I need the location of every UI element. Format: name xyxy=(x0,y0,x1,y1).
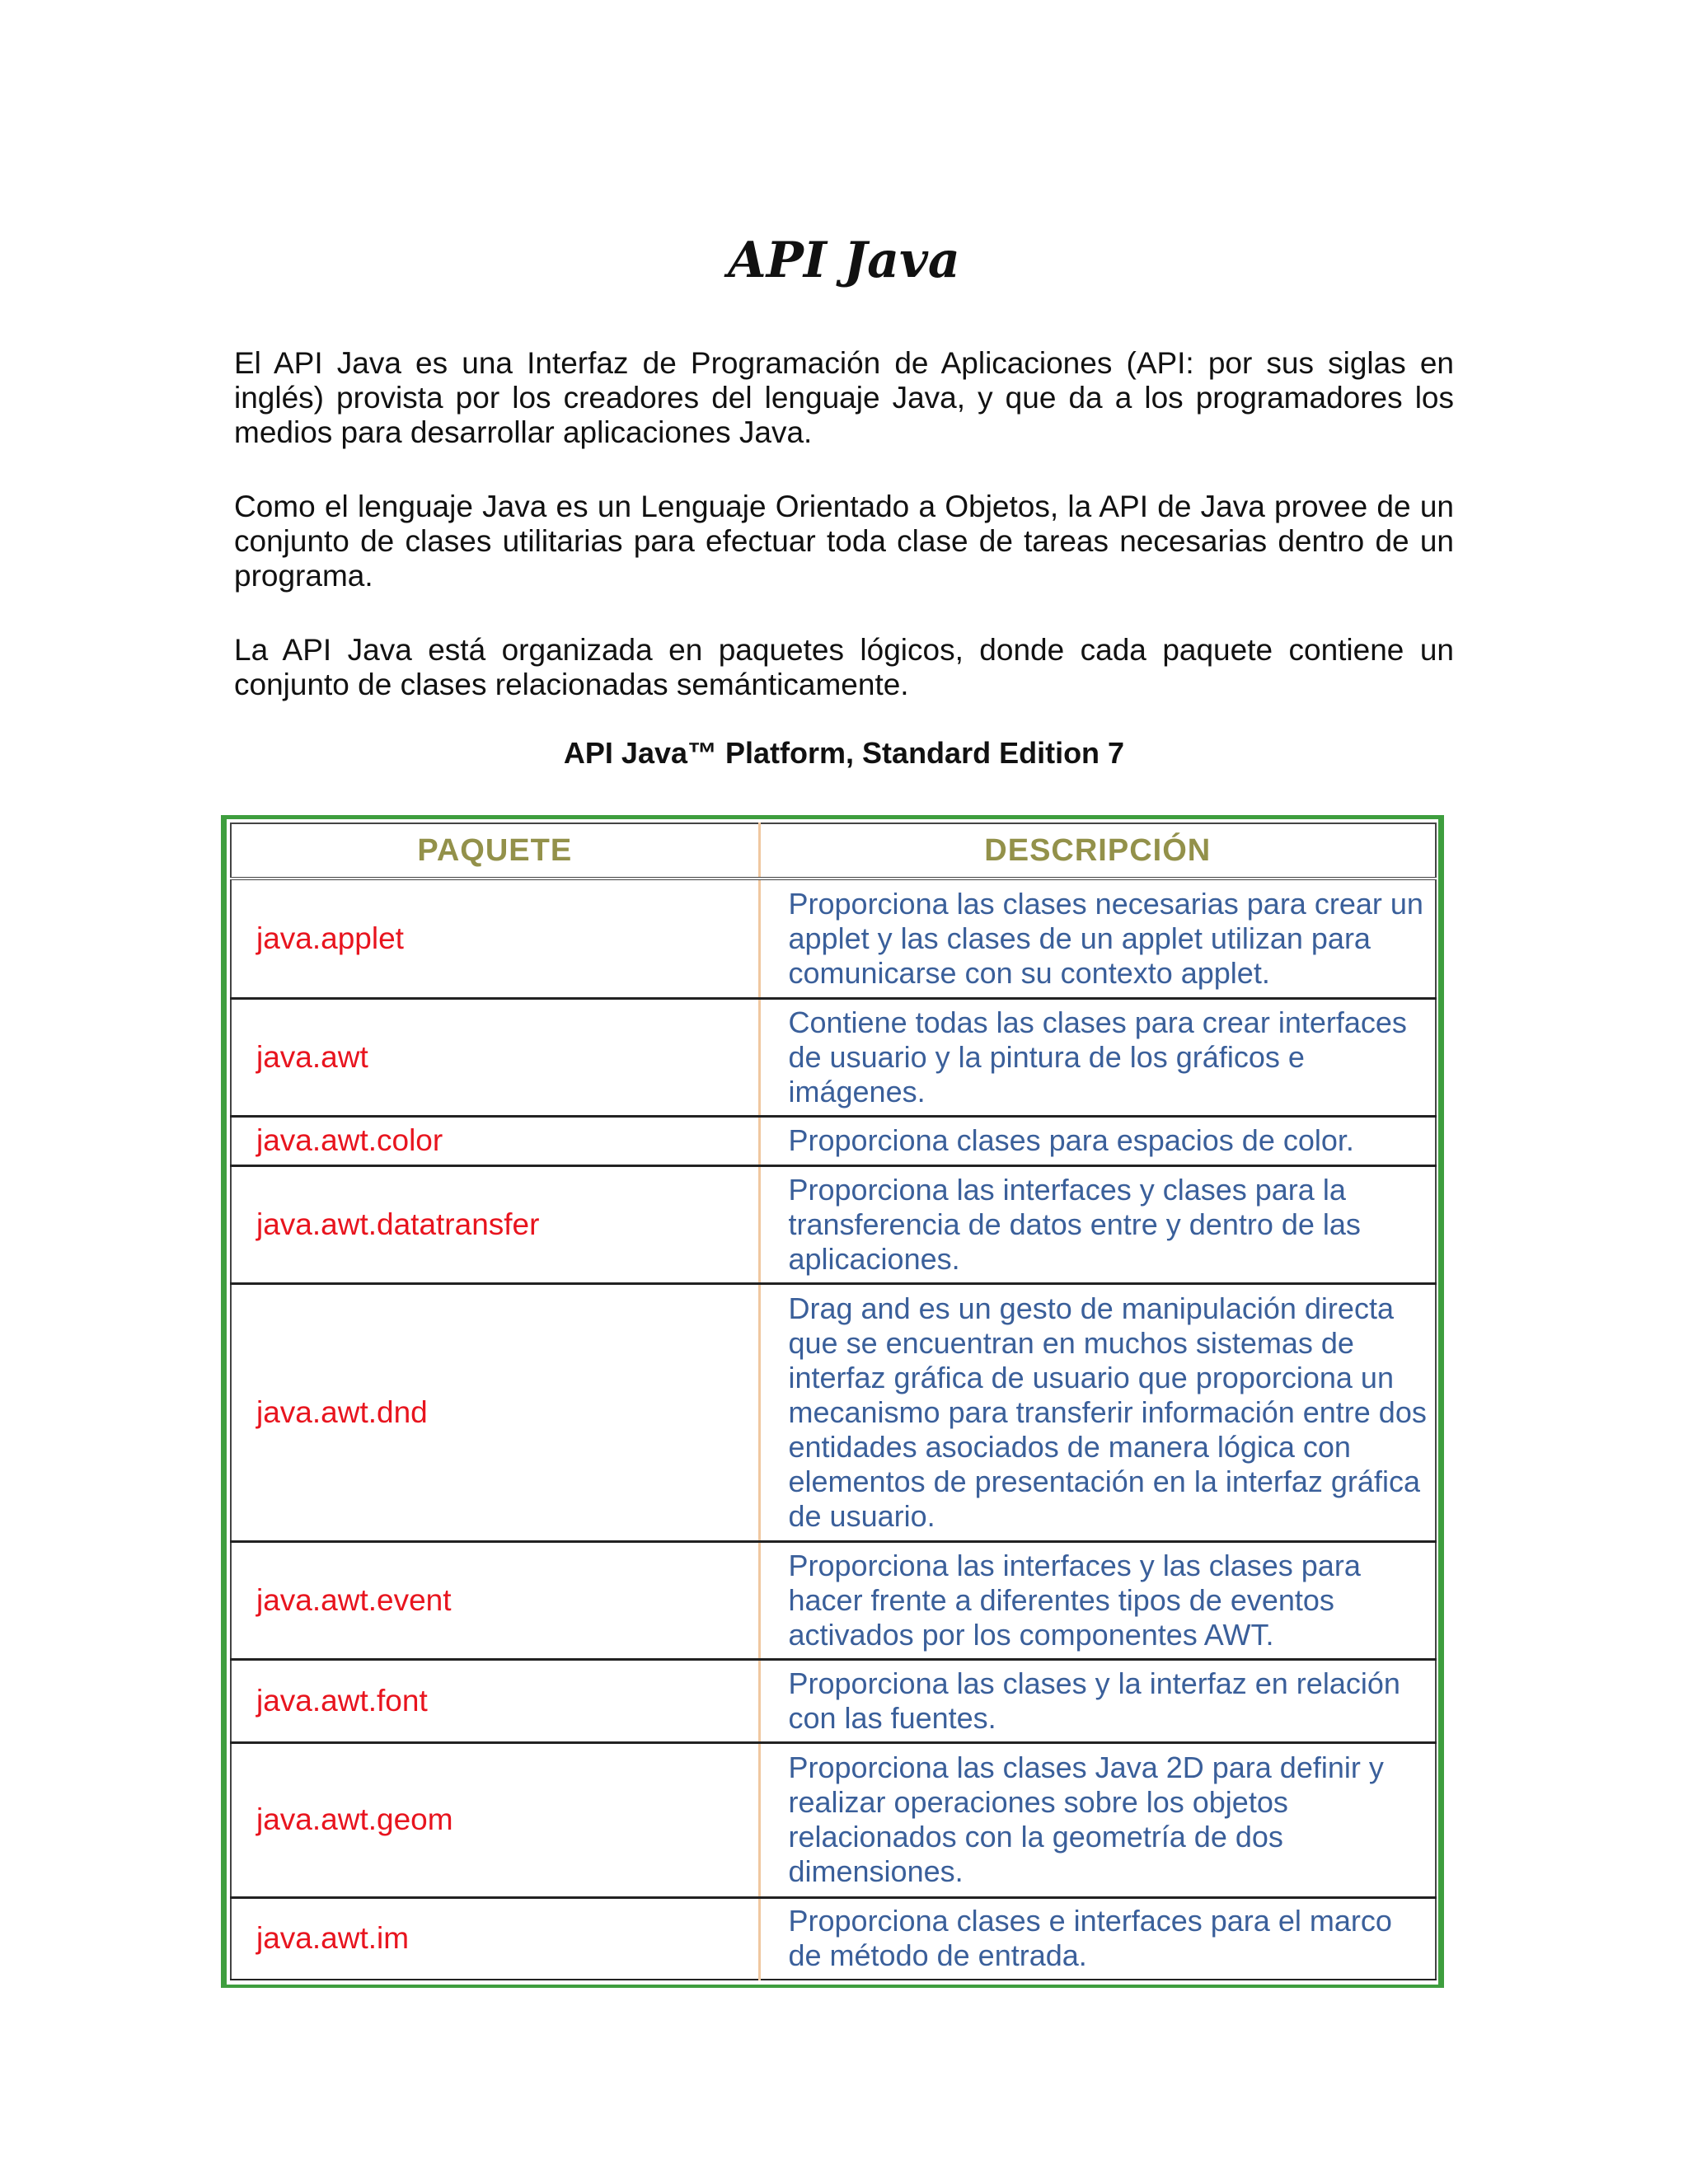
package-description: Proporciona las clases Java 2D para definir y realizar operaciones sobre los objetos relacionados con la geometría de dos dimensiones. xyxy=(759,1742,1436,1897)
table-caption: API Java™ Platform, Standard Edition 7 xyxy=(563,736,1125,770)
table-row xyxy=(231,1165,1436,1283)
header-package: PAQUETE xyxy=(231,823,759,879)
package-name: java.awt.color xyxy=(231,1116,759,1165)
table-row xyxy=(231,998,1436,1116)
package-description: Proporciona las clases y la interfaz en relación con las fuentes. xyxy=(759,1659,1436,1742)
table-row xyxy=(231,1541,1436,1659)
package-name: java.awt.dnd xyxy=(231,1283,759,1541)
package-name: java.awt.im xyxy=(231,1897,759,1980)
page-title: API Java xyxy=(728,232,960,289)
package-description: Proporciona clases e interfaces para el marco de método de entrada. xyxy=(759,1897,1436,1980)
package-name: java.awt.datatransfer xyxy=(231,1165,759,1283)
table-row xyxy=(231,1116,1436,1165)
package-description: Contiene todas las clases para crear interfaces de usuario y la pintura de los gráficos e imágenes. xyxy=(759,998,1436,1116)
package-description: Proporciona clases para espacios de color. xyxy=(759,1116,1436,1165)
packages-paragraph: La API Java está organizada en paquetes lógicos, donde cada paquete contiene un conjunto de clases relacionadas semánticamente. xyxy=(234,633,1454,701)
package-name: java.awt.event xyxy=(231,1541,759,1659)
package-description: Drag and es un gesto de manipulación directa que se encuentran en muchos sistemas de interfaz gráfica de usuario que proporciona un mecanismo para transferir información entre dos entidades asociados de manera lógica con elementos de presentación en la interfaz gráfica de usuario. xyxy=(759,1283,1436,1541)
header-description: DESCRIPCIÓN xyxy=(759,823,1436,879)
table-row xyxy=(231,1659,1436,1742)
oop-paragraph: Como el lenguaje Java es un Lenguaje Orientado a Objetos, la API de Java provee de un conjunto de clases utilitarias para efectuar toda clase de tareas necesarias dentro de un programa. xyxy=(234,490,1454,593)
package-name: java.awt.font xyxy=(231,1659,759,1742)
table-row xyxy=(231,879,1436,998)
package-description: Proporciona las clases necesarias para crear un applet y las clases de un applet utilizan para comunicarse con su contexto applet. xyxy=(759,879,1436,998)
package-name: java.awt xyxy=(231,998,759,1116)
table-row xyxy=(231,1283,1436,1541)
package-name: java.applet xyxy=(231,879,759,998)
table-row xyxy=(231,1897,1436,1980)
api-packages-table xyxy=(230,823,1437,1980)
package-name: java.awt.geom xyxy=(231,1742,759,1897)
package-description: Proporciona las interfaces y clases para la transferencia de datos entre y dentro de las aplicaciones. xyxy=(759,1165,1436,1283)
intro-paragraph: El API Java es una Interfaz de Programación de Aplicaciones (API: por sus siglas en inglés) provista por los creadores del lenguaje Java, y que da a los programadores los medios para desarrollar aplicaciones Java. xyxy=(234,346,1454,449)
table-row xyxy=(231,1742,1436,1897)
package-description: Proporciona las interfaces y las clases para hacer frente a diferentes tipos de eventos activados por los componentes AWT. xyxy=(759,1541,1436,1659)
table-header-row xyxy=(231,823,1436,879)
